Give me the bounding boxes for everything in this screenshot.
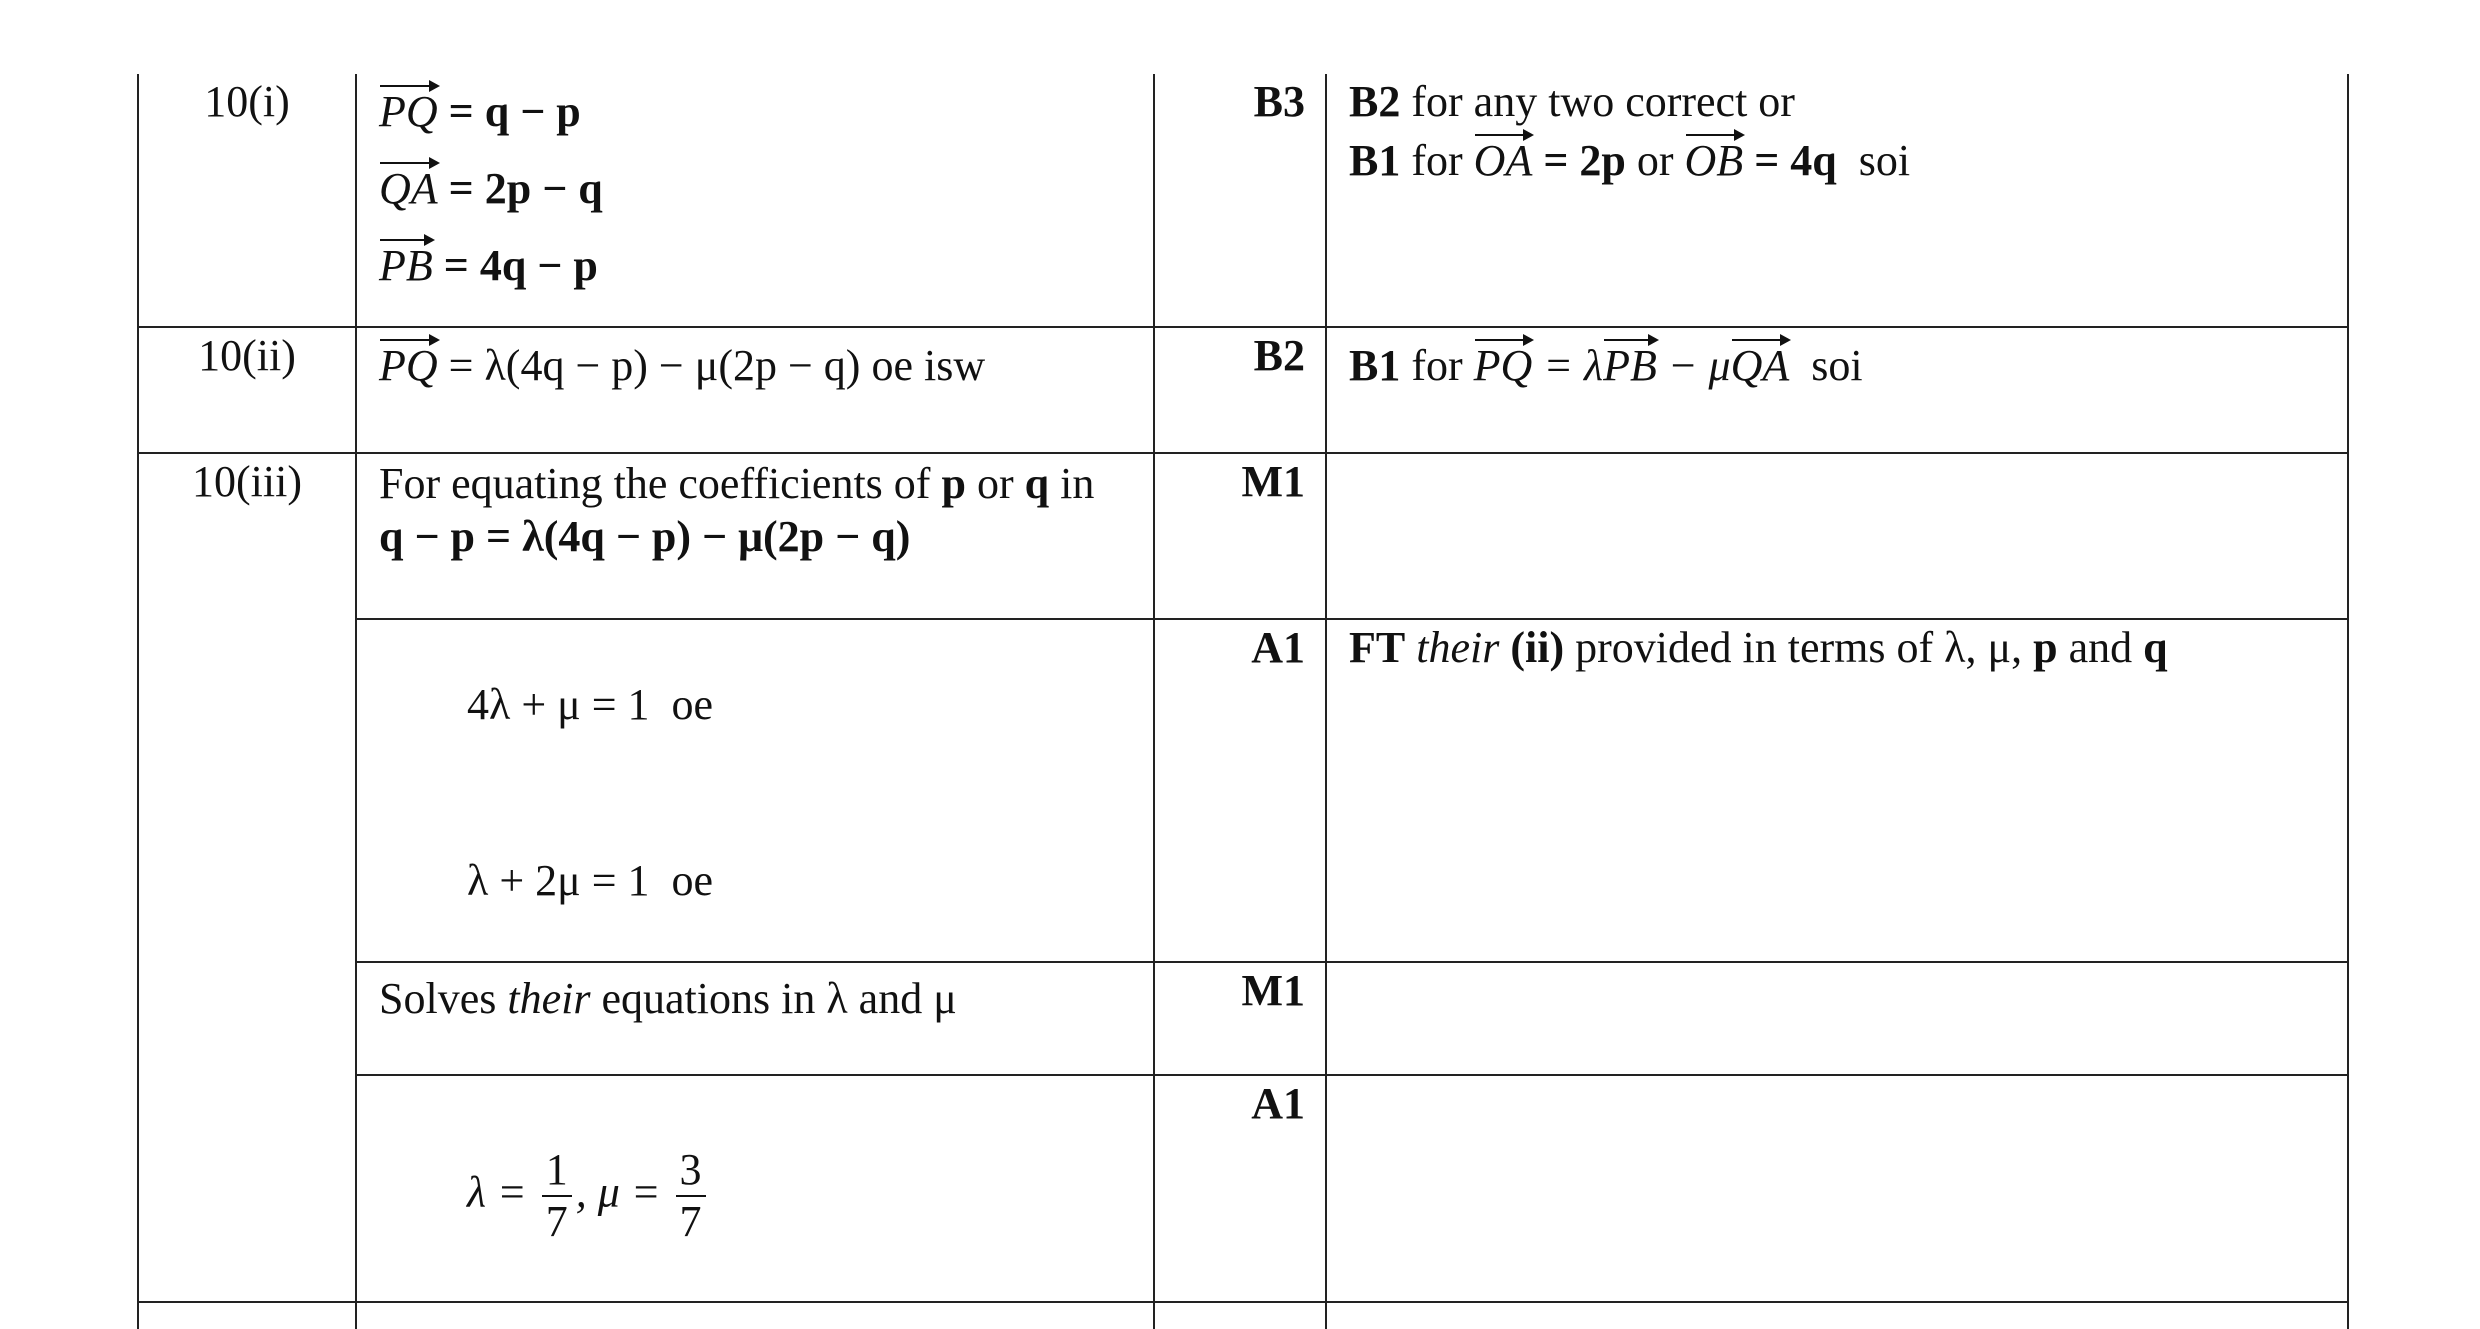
answer-expression: q − p = λ(4q − p) − μ(2p − q) xyxy=(379,511,911,561)
vector-pq: PQ xyxy=(379,80,438,139)
answer-text: equations in λ and μ xyxy=(590,973,957,1023)
vector-pb: PB xyxy=(1603,334,1657,393)
question-cell xyxy=(138,453,356,1302)
fraction-numerator: 3 xyxy=(676,1145,706,1198)
fraction-mu xyxy=(676,1145,706,1248)
guidance-line xyxy=(1349,129,2327,188)
vector-pq: PQ xyxy=(379,334,438,393)
answer-expression: λ + 2μ = 1 oe xyxy=(467,856,714,906)
guidance-text: for any two correct or xyxy=(1400,77,1795,126)
table-row xyxy=(138,619,2348,962)
marks-value: B3 xyxy=(1253,77,1305,126)
guidance-text: = λ xyxy=(1532,341,1604,390)
empty-cell xyxy=(356,1302,1154,1329)
guidance-text: soi xyxy=(1836,135,1911,185)
guidance-cell xyxy=(1326,962,2348,1075)
marks-value: M1 xyxy=(1241,965,1305,1015)
question-number: 10(i) xyxy=(204,77,290,126)
answer-text: For equating the coefficients of xyxy=(379,459,942,508)
fraction-lambda xyxy=(542,1145,572,1248)
answer-cell xyxy=(356,962,1154,1075)
guidance-cell xyxy=(1326,619,2348,962)
answer-cell xyxy=(356,74,1154,327)
answer-text: λ = xyxy=(467,1167,538,1217)
vector-oa: OA xyxy=(1474,129,1533,188)
guidance-expression: = 2p xyxy=(1532,135,1626,185)
answer-line xyxy=(379,234,1133,293)
answer-cell xyxy=(356,619,1154,962)
guidance-text: soi xyxy=(1789,341,1863,390)
question-cell xyxy=(138,74,356,327)
guidance-line xyxy=(1349,622,2327,675)
mark-code: FT xyxy=(1349,623,1406,672)
marks-value: M1 xyxy=(1241,457,1305,506)
table-row xyxy=(138,327,2348,453)
guidance-text: their xyxy=(1405,623,1500,672)
mark-scheme-table xyxy=(137,74,2349,1329)
guidance-text: for xyxy=(1400,135,1474,185)
table-row xyxy=(138,1075,2348,1302)
marks-cell xyxy=(1154,1075,1326,1302)
answer-text: Solves xyxy=(379,973,508,1023)
answer-text: p xyxy=(941,459,966,508)
fraction-numerator: 1 xyxy=(542,1145,572,1198)
guidance-text: q xyxy=(2143,623,2168,672)
table-row xyxy=(138,453,2348,619)
guidance-line xyxy=(1349,330,2327,393)
guidance-text: provided in terms of λ, μ, xyxy=(1564,623,2034,672)
vector-qa: QA xyxy=(1731,334,1790,393)
guidance-text: for xyxy=(1400,341,1474,390)
marks-cell xyxy=(1154,74,1326,327)
answer-cell xyxy=(356,327,1154,453)
answer-line xyxy=(379,1082,1133,1301)
answer-expression: 4λ + μ = 1 oe xyxy=(467,679,714,729)
question-cell xyxy=(138,327,356,453)
answer-line xyxy=(379,626,1133,784)
answer-cell xyxy=(356,453,1154,619)
empty-cell xyxy=(1154,1302,1326,1329)
marks-value: A1 xyxy=(1251,1078,1305,1128)
empty-cell xyxy=(1326,1302,2348,1329)
answer-text: , μ = xyxy=(575,1167,672,1217)
vector-qa: QA xyxy=(379,157,438,216)
answer-text: in xyxy=(1049,459,1095,508)
mark-code: B1 xyxy=(1349,341,1401,390)
guidance-cell xyxy=(1326,1075,2348,1302)
vector-pq: PQ xyxy=(1474,334,1533,393)
answer-expression: = 4q − p xyxy=(432,240,598,290)
answer-expression: = λ(4q − p) − μ(2p − q) oe isw xyxy=(437,341,986,390)
answer-text: their xyxy=(507,973,591,1023)
answer-line xyxy=(379,973,1133,1026)
marks-cell xyxy=(1154,962,1326,1075)
marks-value: B2 xyxy=(1253,331,1305,380)
fraction-denominator: 7 xyxy=(545,1197,568,1247)
guidance-cell xyxy=(1326,453,2348,619)
answer-expression: = q − p xyxy=(437,87,581,136)
marks-cell xyxy=(1154,327,1326,453)
answer-expression: = 2p − q xyxy=(437,163,603,213)
guidance-line xyxy=(1349,76,2327,129)
guidance-text: (ii) xyxy=(1499,623,1565,672)
fraction-denominator: 7 xyxy=(679,1197,702,1247)
table-row xyxy=(138,74,2348,327)
answer-line xyxy=(379,458,1133,511)
table-row-continuation xyxy=(138,1302,2348,1329)
marks-value: A1 xyxy=(1251,623,1305,672)
answer-line xyxy=(379,157,1133,216)
empty-cell xyxy=(138,1302,356,1329)
question-number: 10(ii) xyxy=(198,331,296,380)
answer-line xyxy=(379,511,1133,564)
vector-pb: PB xyxy=(379,234,433,293)
question-number: 10(iii) xyxy=(192,457,302,506)
guidance-text: − μ xyxy=(1656,341,1731,390)
answer-line xyxy=(379,80,1133,139)
guidance-text: or xyxy=(1625,135,1685,185)
guidance-text: and xyxy=(2057,623,2144,672)
marks-cell xyxy=(1154,619,1326,962)
mark-code: B2 xyxy=(1349,77,1401,126)
answer-text: q xyxy=(1024,459,1050,508)
table-row xyxy=(138,962,2348,1075)
answer-text: or xyxy=(965,459,1025,508)
answer-line xyxy=(379,802,1133,960)
guidance-cell xyxy=(1326,327,2348,453)
guidance-cell xyxy=(1326,74,2348,327)
answer-line xyxy=(379,334,1133,393)
answer-cell xyxy=(356,1075,1154,1302)
vector-ob: OB xyxy=(1685,129,1744,188)
marks-cell xyxy=(1154,453,1326,619)
mark-code: B1 xyxy=(1349,135,1401,185)
guidance-expression: = 4q xyxy=(1743,135,1837,185)
guidance-text: p xyxy=(2033,623,2058,672)
